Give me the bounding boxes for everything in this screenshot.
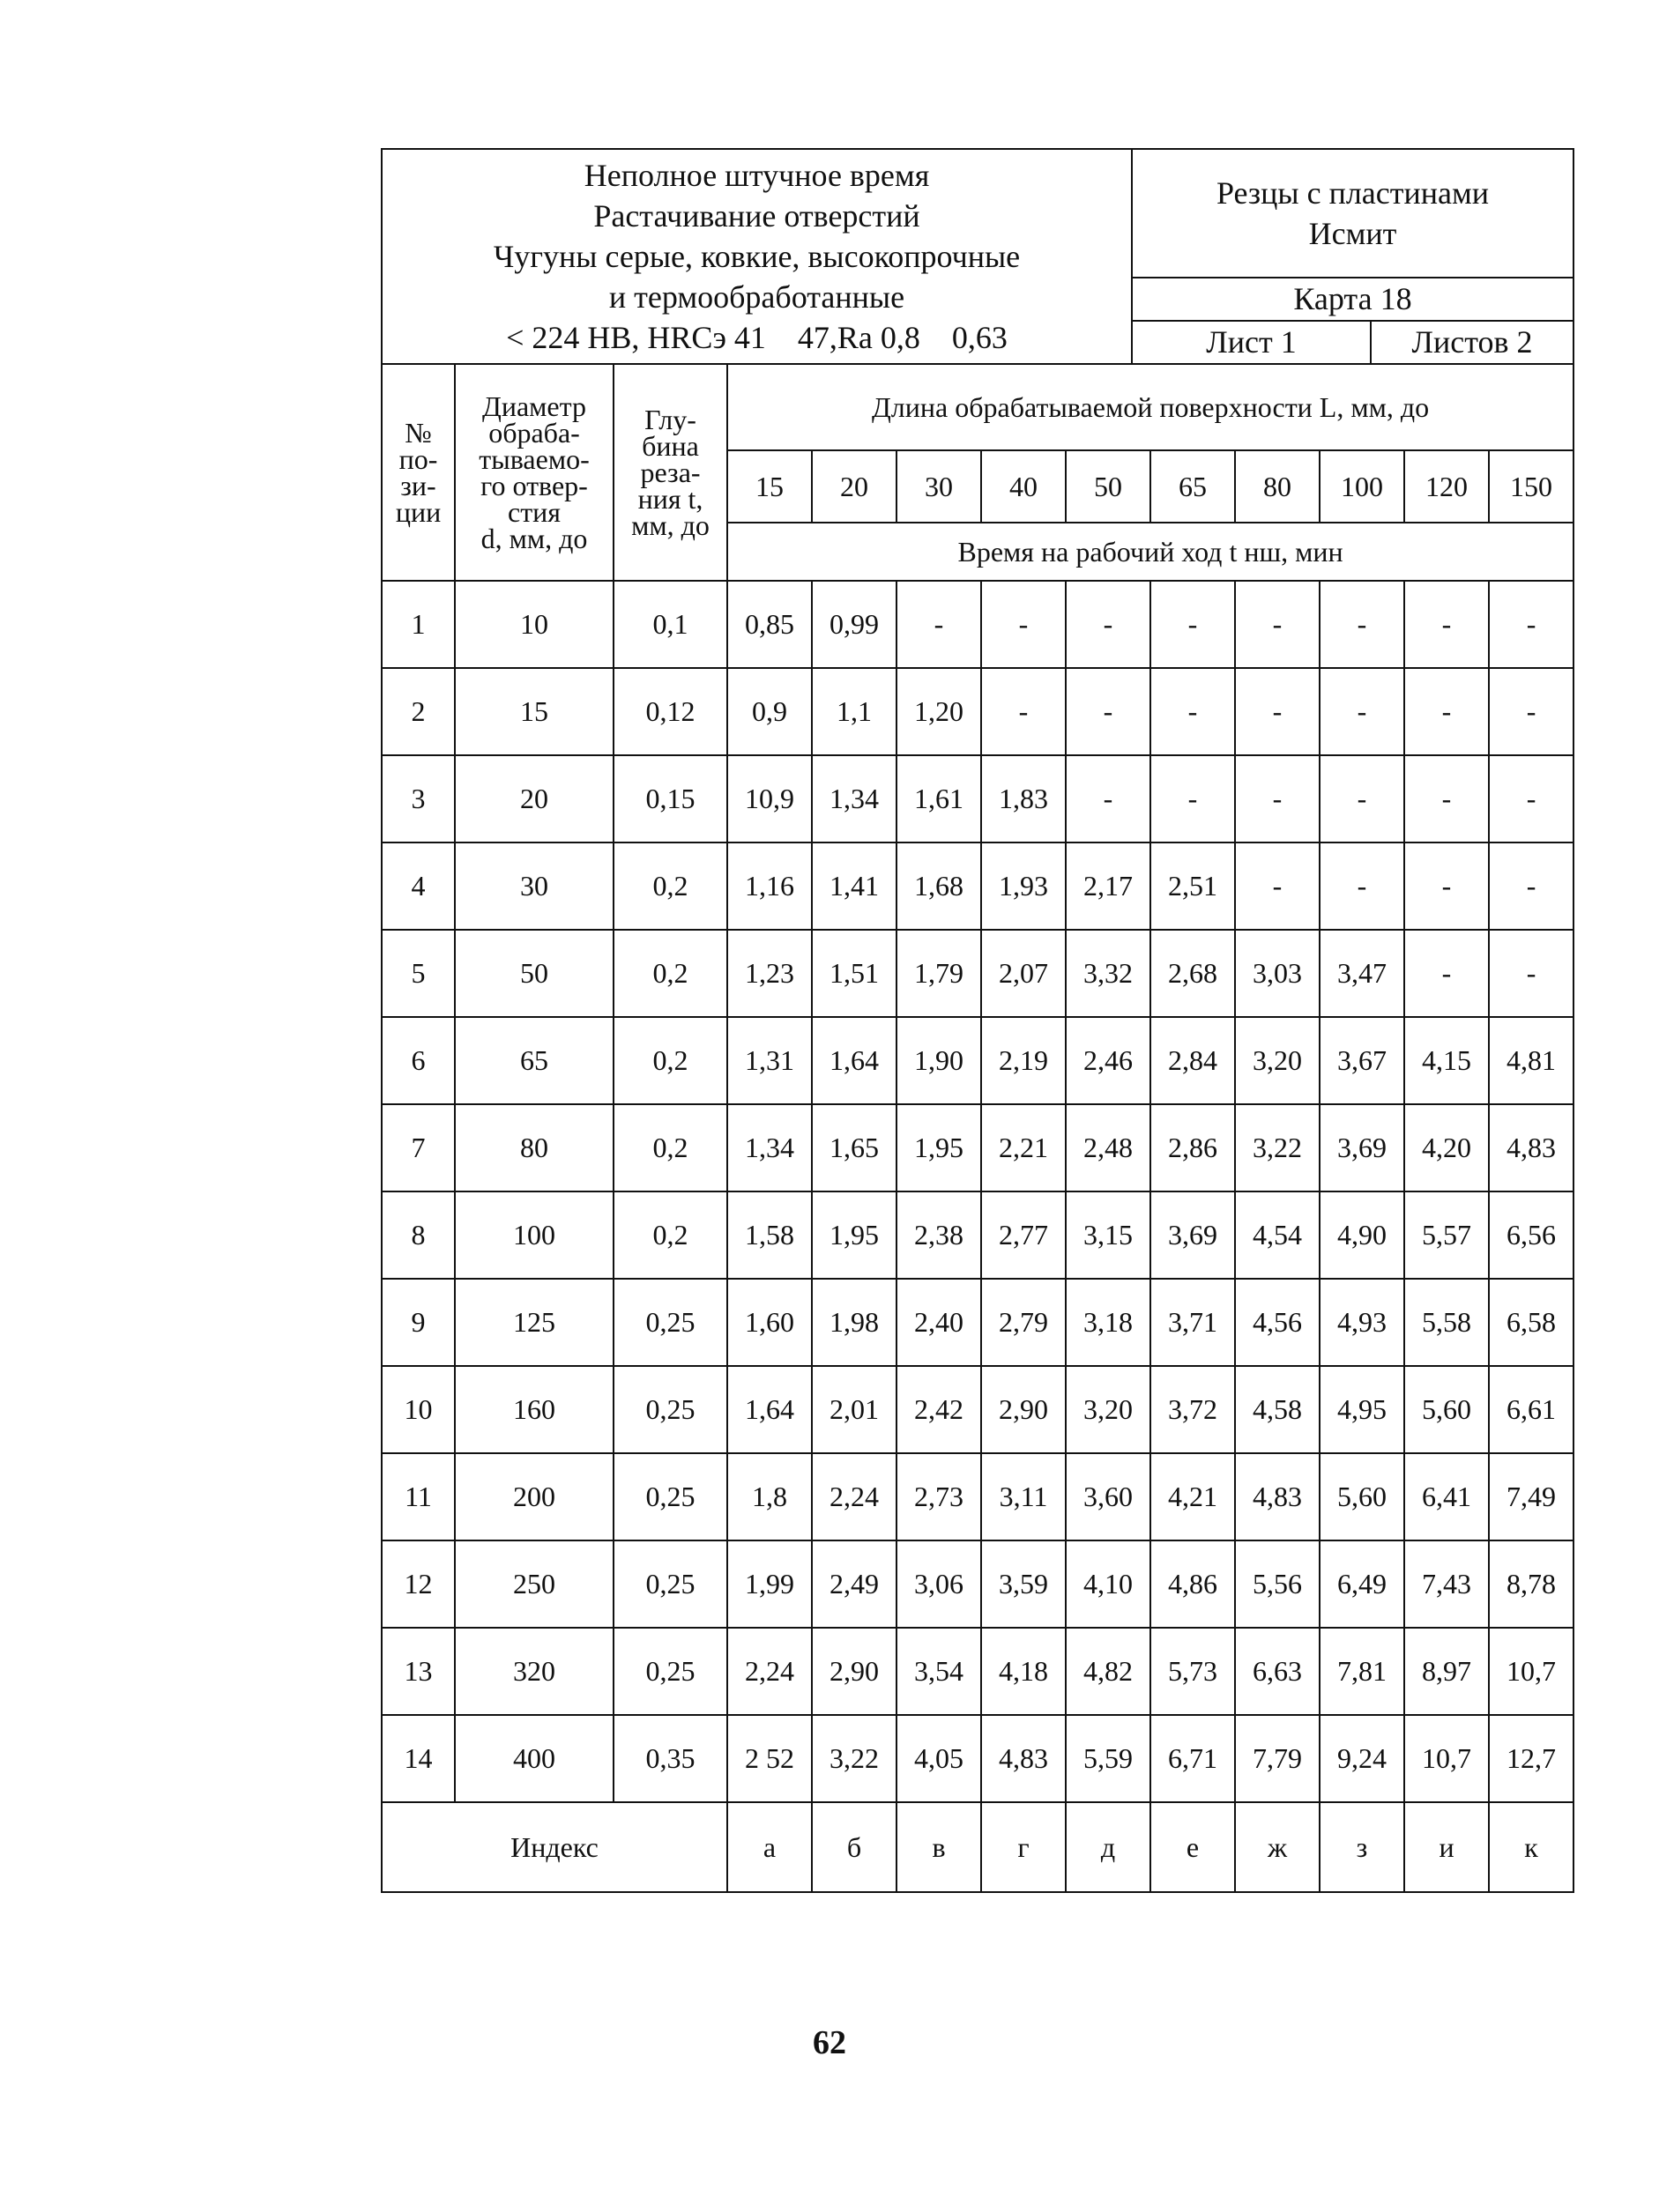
- time-cell: -: [1404, 668, 1489, 755]
- table-row: [382, 1366, 1573, 1453]
- header-line: зи-: [400, 470, 436, 501]
- time-cell: -: [1235, 668, 1320, 755]
- time-cell: 6,63: [1235, 1628, 1320, 1715]
- time-cell: 2,46: [1066, 1017, 1150, 1104]
- time-cell: 3,15: [1066, 1191, 1150, 1279]
- index-letter: г: [981, 1802, 1066, 1892]
- time-cell: 10,7: [1404, 1715, 1489, 1802]
- title-line: < 224 НВ, HRCэ 41 47,Ra 0,8 0,63: [506, 320, 1008, 355]
- time-cell: -: [1320, 842, 1404, 930]
- time-cell: -: [1150, 668, 1235, 755]
- position-cell: 1: [382, 581, 455, 668]
- header-line: d, мм, до: [480, 523, 588, 554]
- position-cell: 12: [382, 1540, 455, 1628]
- time-cell: 3,67: [1320, 1017, 1404, 1104]
- time-cell: 7,79: [1235, 1715, 1320, 1802]
- time-cell: -: [1404, 755, 1489, 842]
- time-cell: 8,78: [1489, 1540, 1573, 1628]
- header-line: Диаметр: [482, 390, 586, 422]
- time-cell: 6,49: [1320, 1540, 1404, 1628]
- index-letter: и: [1404, 1802, 1489, 1892]
- tool-cell: [1132, 149, 1573, 278]
- depth-cell: 0,25: [614, 1279, 727, 1366]
- time-cell: 4,86: [1150, 1540, 1235, 1628]
- index-letter: к: [1489, 1802, 1573, 1892]
- table-row: [382, 1104, 1573, 1191]
- length-value: 15: [727, 450, 812, 523]
- time-cell: 5,60: [1404, 1366, 1489, 1453]
- time-cell: 1,41: [812, 842, 896, 930]
- tool-line: Резцы с пластинами: [1216, 174, 1490, 211]
- header-line: по-: [398, 443, 438, 475]
- length-value: 40: [981, 450, 1066, 523]
- time-cell: 2,79: [981, 1279, 1066, 1366]
- title-line: Неполное штучное время: [584, 158, 930, 193]
- time-cell: 4,15: [1404, 1017, 1489, 1104]
- time-cell: 5,57: [1404, 1191, 1489, 1279]
- time-cell: 1,83: [981, 755, 1066, 842]
- position-header: [382, 364, 455, 581]
- time-cell: 4,21: [1150, 1453, 1235, 1540]
- time-cell: 1,95: [812, 1191, 896, 1279]
- time-cell: -: [1235, 842, 1320, 930]
- time-cell: -: [1404, 930, 1489, 1017]
- time-cell: 1,31: [727, 1017, 812, 1104]
- time-cell: 1,93: [981, 842, 1066, 930]
- header-line: реза-: [640, 457, 701, 488]
- time-cell: 10,9: [727, 755, 812, 842]
- length-value: 65: [1150, 450, 1235, 523]
- header-line: мм, до: [631, 509, 710, 541]
- title-line: Чугуны серые, ковкие, высокопрочные: [493, 239, 1021, 274]
- time-cell: 3,03: [1235, 930, 1320, 1017]
- time-cell: -: [1489, 842, 1573, 930]
- time-cell: 1,23: [727, 930, 812, 1017]
- time-cell: 1,1: [812, 668, 896, 755]
- time-cell: -: [1489, 930, 1573, 1017]
- time-cell: 3,59: [981, 1540, 1066, 1628]
- time-cell: 1,60: [727, 1279, 812, 1366]
- time-cell: 2,73: [896, 1453, 981, 1540]
- time-cell: 1,79: [896, 930, 981, 1017]
- time-cell: 4,54: [1235, 1191, 1320, 1279]
- table-row: [382, 1540, 1573, 1628]
- length-value: 20: [812, 450, 896, 523]
- time-cell: 1,34: [727, 1104, 812, 1191]
- diameter-cell: 400: [455, 1715, 614, 1802]
- time-cell: 3,47: [1320, 930, 1404, 1017]
- length-value: 150: [1489, 450, 1573, 523]
- time-cell: 1,61: [896, 755, 981, 842]
- card-title: [382, 149, 1132, 364]
- time-cell: 1,95: [896, 1104, 981, 1191]
- index-letter: з: [1320, 1802, 1404, 1892]
- header-line: ции: [395, 496, 442, 528]
- time-cell: 0,85: [727, 581, 812, 668]
- index-label: Индекс: [382, 1802, 727, 1892]
- time-cell: -: [1489, 581, 1573, 668]
- time-cell: -: [1066, 668, 1150, 755]
- depth-cell: 0,2: [614, 1104, 727, 1191]
- diameter-cell: 10: [455, 581, 614, 668]
- time-cell: 5,58: [1404, 1279, 1489, 1366]
- time-cell: 4,81: [1489, 1017, 1573, 1104]
- time-cell: 6,58: [1489, 1279, 1573, 1366]
- time-cell: 2,90: [981, 1366, 1066, 1453]
- table-row: [382, 581, 1573, 668]
- position-cell: 10: [382, 1366, 455, 1453]
- time-cell: 2,42: [896, 1366, 981, 1453]
- time-cell: 3,06: [896, 1540, 981, 1628]
- table-row: [382, 1191, 1573, 1279]
- position-cell: 7: [382, 1104, 455, 1191]
- card-header: [381, 148, 1574, 365]
- time-cell: -: [1404, 581, 1489, 668]
- time-cell: 2,01: [812, 1366, 896, 1453]
- length-value: 100: [1320, 450, 1404, 523]
- time-cell: 1,65: [812, 1104, 896, 1191]
- table-row: [382, 1453, 1573, 1540]
- time-cell: 4,93: [1320, 1279, 1404, 1366]
- header-line: обраба-: [488, 417, 580, 449]
- time-cell: 7,49: [1489, 1453, 1573, 1540]
- position-cell: 6: [382, 1017, 455, 1104]
- time-cell: 4,05: [896, 1715, 981, 1802]
- position-cell: 5: [382, 930, 455, 1017]
- table-row: [382, 842, 1573, 930]
- norm-table: [381, 363, 1574, 1893]
- time-cell: -: [1235, 581, 1320, 668]
- index-letter: е: [1150, 1802, 1235, 1892]
- time-cell: 2,21: [981, 1104, 1066, 1191]
- table-row: [382, 1279, 1573, 1366]
- time-cell: 1,58: [727, 1191, 812, 1279]
- position-cell: 3: [382, 755, 455, 842]
- time-cell: 4,95: [1320, 1366, 1404, 1453]
- depth-cell: 0,15: [614, 755, 727, 842]
- time-cell: 1,68: [896, 842, 981, 930]
- time-cell: 2,77: [981, 1191, 1066, 1279]
- diameter-cell: 15: [455, 668, 614, 755]
- tool-line: Исмит: [1308, 215, 1397, 251]
- time-cell: 5,60: [1320, 1453, 1404, 1540]
- time-cell: 0,9: [727, 668, 812, 755]
- time-cell: 6,71: [1150, 1715, 1235, 1802]
- index-row: [382, 1802, 1573, 1892]
- time-cell: 2,17: [1066, 842, 1150, 930]
- length-value: 80: [1235, 450, 1320, 523]
- time-cell: 7,81: [1320, 1628, 1404, 1715]
- time-cell: 0,99: [812, 581, 896, 668]
- norm-card: [381, 148, 1573, 1893]
- length-header: Длина обрабатываемой поверхности L, мм, до: [727, 364, 1573, 450]
- time-cell: 5,73: [1150, 1628, 1235, 1715]
- time-cell: 2,19: [981, 1017, 1066, 1104]
- diameter-cell: 20: [455, 755, 614, 842]
- time-cell: 10,7: [1489, 1628, 1573, 1715]
- time-cell: 2,40: [896, 1279, 981, 1366]
- time-cell: 4,56: [1235, 1279, 1320, 1366]
- time-cell: 3,54: [896, 1628, 981, 1715]
- title-line: Растачивание отверстий: [593, 198, 920, 234]
- time-cell: 3,69: [1150, 1191, 1235, 1279]
- time-cell: 1,34: [812, 755, 896, 842]
- time-cell: 3,18: [1066, 1279, 1150, 1366]
- time-cell: 7,43: [1404, 1540, 1489, 1628]
- position-cell: 2: [382, 668, 455, 755]
- table-row: [382, 930, 1573, 1017]
- length-value: 30: [896, 450, 981, 523]
- depth-cell: 0,25: [614, 1453, 727, 1540]
- time-cell: 4,83: [981, 1715, 1066, 1802]
- time-cell: 3,71: [1150, 1279, 1235, 1366]
- sheets-total: Листов 2: [1371, 321, 1573, 364]
- time-cell: 8,97: [1404, 1628, 1489, 1715]
- time-cell: 5,56: [1235, 1540, 1320, 1628]
- time-cell: 1,98: [812, 1279, 896, 1366]
- header-line: бина: [642, 430, 699, 462]
- depth-cell: 0,25: [614, 1628, 727, 1715]
- time-cell: -: [1066, 755, 1150, 842]
- position-cell: 14: [382, 1715, 455, 1802]
- length-value: 120: [1404, 450, 1489, 523]
- time-cell: 2 52: [727, 1715, 812, 1802]
- time-cell: 4,58: [1235, 1366, 1320, 1453]
- time-cell: 3,32: [1066, 930, 1150, 1017]
- time-cell: 9,24: [1320, 1715, 1404, 1802]
- diameter-header: [455, 364, 614, 581]
- index-letter: в: [896, 1802, 981, 1892]
- depth-cell: 0,1: [614, 581, 727, 668]
- time-cell: 2,48: [1066, 1104, 1150, 1191]
- time-cell: 3,69: [1320, 1104, 1404, 1191]
- time-cell: 6,56: [1489, 1191, 1573, 1279]
- time-cell: -: [1489, 755, 1573, 842]
- time-cell: 1,8: [727, 1453, 812, 1540]
- table-row: [382, 1715, 1573, 1802]
- time-cell: -: [1404, 842, 1489, 930]
- time-cell: 2,86: [1150, 1104, 1235, 1191]
- time-cell: 3,20: [1235, 1017, 1320, 1104]
- time-cell: -: [1320, 581, 1404, 668]
- table-row: [382, 668, 1573, 755]
- time-cell: 4,83: [1235, 1453, 1320, 1540]
- time-cell: 3,72: [1150, 1366, 1235, 1453]
- position-cell: 11: [382, 1453, 455, 1540]
- header-line: тываемо-: [479, 443, 590, 475]
- time-cell: -: [1320, 755, 1404, 842]
- time-cell: 2,49: [812, 1540, 896, 1628]
- time-cell: 12,7: [1489, 1715, 1573, 1802]
- time-cell: 1,90: [896, 1017, 981, 1104]
- depth-cell: 0,2: [614, 930, 727, 1017]
- diameter-cell: 30: [455, 842, 614, 930]
- time-cell: 4,20: [1404, 1104, 1489, 1191]
- depth-cell: 0,2: [614, 1191, 727, 1279]
- time-cell: 3,20: [1066, 1366, 1150, 1453]
- header-line: ния t,: [637, 483, 703, 515]
- position-cell: 8: [382, 1191, 455, 1279]
- index-letter: ж: [1235, 1802, 1320, 1892]
- depth-header: [614, 364, 727, 581]
- table-row: [382, 755, 1573, 842]
- index-letter: б: [812, 1802, 896, 1892]
- time-cell: 2,68: [1150, 930, 1235, 1017]
- diameter-cell: 250: [455, 1540, 614, 1628]
- time-cell: 3,22: [812, 1715, 896, 1802]
- title-line: и термообработанные: [608, 279, 905, 315]
- depth-cell: 0,25: [614, 1366, 727, 1453]
- time-cell: 4,10: [1066, 1540, 1150, 1628]
- time-cell: -: [1235, 755, 1320, 842]
- time-header: Время на рабочий ход t нш, мин: [727, 523, 1573, 581]
- time-cell: 3,60: [1066, 1453, 1150, 1540]
- time-cell: -: [981, 668, 1066, 755]
- diameter-cell: 100: [455, 1191, 614, 1279]
- time-cell: 2,38: [896, 1191, 981, 1279]
- time-cell: 4,82: [1066, 1628, 1150, 1715]
- length-value: 50: [1066, 450, 1150, 523]
- diameter-cell: 320: [455, 1628, 614, 1715]
- time-cell: 1,16: [727, 842, 812, 930]
- time-cell: 2,07: [981, 930, 1066, 1017]
- diameter-cell: 80: [455, 1104, 614, 1191]
- diameter-cell: 125: [455, 1279, 614, 1366]
- position-cell: 9: [382, 1279, 455, 1366]
- table-body: [382, 581, 1573, 1802]
- depth-cell: 0,35: [614, 1715, 727, 1802]
- time-cell: 2,24: [727, 1628, 812, 1715]
- index-letter: д: [1066, 1802, 1150, 1892]
- position-cell: 13: [382, 1628, 455, 1715]
- time-cell: -: [1150, 755, 1235, 842]
- time-cell: 5,59: [1066, 1715, 1150, 1802]
- time-cell: 3,22: [1235, 1104, 1320, 1191]
- time-cell: 1,64: [727, 1366, 812, 1453]
- time-cell: 1,64: [812, 1017, 896, 1104]
- time-cell: 4,90: [1320, 1191, 1404, 1279]
- time-cell: 2,90: [812, 1628, 896, 1715]
- diameter-cell: 50: [455, 930, 614, 1017]
- time-cell: -: [981, 581, 1066, 668]
- time-cell: 1,51: [812, 930, 896, 1017]
- time-cell: 3,11: [981, 1453, 1066, 1540]
- table-row: [382, 1628, 1573, 1715]
- depth-cell: 0,12: [614, 668, 727, 755]
- depth-cell: 0,2: [614, 842, 727, 930]
- time-cell: 1,20: [896, 668, 981, 755]
- time-cell: 6,41: [1404, 1453, 1489, 1540]
- header-line: №: [405, 417, 432, 449]
- time-cell: 1,99: [727, 1540, 812, 1628]
- time-cell: 4,18: [981, 1628, 1066, 1715]
- position-cell: 4: [382, 842, 455, 930]
- time-cell: 2,24: [812, 1453, 896, 1540]
- time-cell: -: [1489, 668, 1573, 755]
- depth-cell: 0,2: [614, 1017, 727, 1104]
- index-letter: а: [727, 1802, 812, 1892]
- header-line: стия: [507, 496, 562, 528]
- time-cell: 6,61: [1489, 1366, 1573, 1453]
- depth-cell: 0,25: [614, 1540, 727, 1628]
- time-cell: 2,51: [1150, 842, 1235, 930]
- time-cell: 4,83: [1489, 1104, 1573, 1191]
- time-cell: -: [1150, 581, 1235, 668]
- time-cell: -: [896, 581, 981, 668]
- time-cell: 2,84: [1150, 1017, 1235, 1104]
- sheet-number: Лист 1: [1132, 321, 1371, 364]
- header-line: Глу-: [644, 404, 696, 435]
- card-number: Карта 18: [1132, 278, 1573, 321]
- header-line: го отвер-: [480, 470, 588, 501]
- time-cell: -: [1066, 581, 1150, 668]
- diameter-cell: 160: [455, 1366, 614, 1453]
- diameter-cell: 200: [455, 1453, 614, 1540]
- page-number: 62: [813, 2024, 846, 2061]
- diameter-cell: 65: [455, 1017, 614, 1104]
- table-row: [382, 1017, 1573, 1104]
- time-cell: -: [1320, 668, 1404, 755]
